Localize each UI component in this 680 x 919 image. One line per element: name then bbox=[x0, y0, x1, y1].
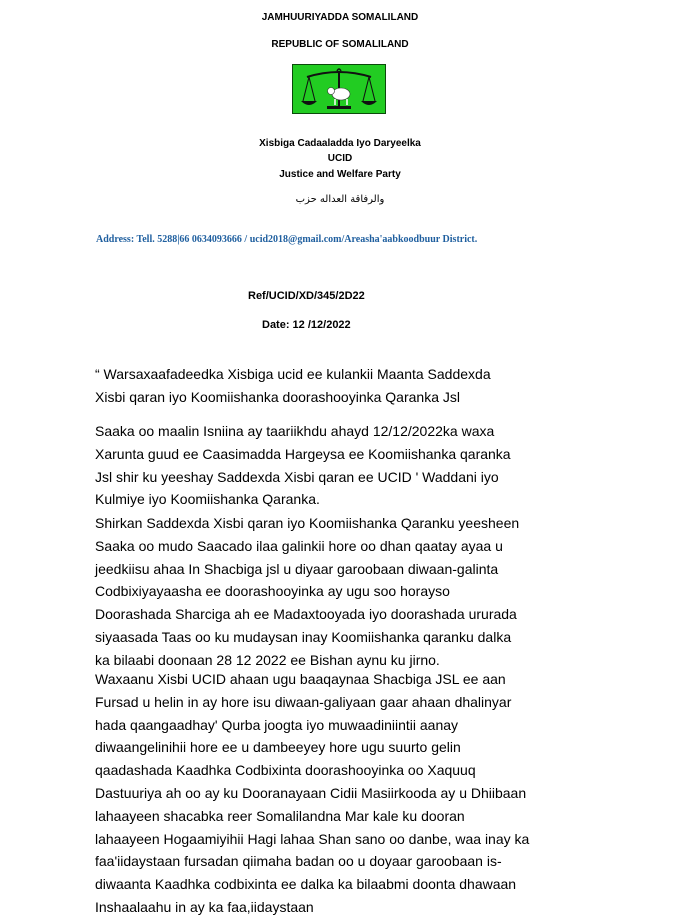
paragraph-1: Saaka oo maalin Isniina ay taariikhdu ahayd 12/12/2022ka waxa Xarunta guud ee Caasimadda Hargeysa ee Koomiishanka qaranka Jsl shir ku yeeshay Saddexda Xisbi qaran ee UCID ' Waddani iyo Kulmiye iyo Koomiishanka Qaranka. bbox=[95, 423, 511, 508]
press-release-title: “ Warsaxaafadeedka Xisbiga ucid ee kulankii Maanta Saddexda Xisbi qaran iyo Koomiishanka doorashooyinka Qaranka Jsl bbox=[95, 366, 491, 405]
paragraph-2: Shirkan Saddexda Xisbi qaran iyo Koomiishanka Qaranku yeesheen Saaka oo mudo Saacado ilaa galinkii hore oo dhan qaatay ayaa u jeedkiisu ahaa In Shacbiga jsl u diyaar garoobaan diwaan-galinta Codbixiyayaasha ee doorashooyinka ay ugu soo horayso Doorashada Sharciga ah ee Madaxtooyada iyo doorashada ururada siyaasada Taas oo ku mudaysan inay Koomiishanka qaranku dalka ka bilaabi doonaan 28 12 2022 ee Bishan aynu ku jirno. bbox=[95, 515, 520, 668]
party-name-english: Justice and Welfare Party bbox=[279, 169, 401, 180]
scales-of-justice-icon bbox=[293, 65, 385, 113]
party-logo bbox=[292, 64, 386, 114]
country-name-somali: JAMHUURIYADDA SOMALILAND bbox=[261, 12, 419, 23]
country-name-english: REPUBLIC OF SOMALILAND bbox=[271, 39, 409, 50]
party-abbreviation: UCID bbox=[327, 153, 353, 164]
party-name-arabic: والرفاقة العداله حزب bbox=[295, 194, 385, 205]
letter-date: Date: 12 /12/2022 bbox=[262, 319, 351, 331]
paragraph-3: Waxaanu Xisbi UCID ahaan ugu baaqaynaa Shacbiga JSL ee aan Fursad u helin in ay hore isu diwaan-galiyaan gaar ahaan dhalinyar hada qaangaadhay' Qurba joogta iyo muwaadiniintii aanay diwaangelinihii hore ee u dambeeyey hore ugu suurto gelin qaadashada Kaadhka Codbixinta doorashooyinka oo Xaquuq Dastuuriya ah oo ay ku Dooranayaan Cidii Masiirkooda ay u Dhiibaan lahaayeen shacabka reer Somalilandna Mar kale ku dooran lahaayeen Hogaamiyihii Hagi lahaa Shan sano oo danbe, waa inay ka faa'iidaystaan fursadan qiimaha badan oo u doyaar garoobaan is- diwaanta Kaadhka codbixinta ee dalka ka bilaabmi doonta dhawaan Inshaalaahu in ay ka faa,iidaystaan bbox=[95, 671, 530, 915]
contact-address: Address: Tell. 5288|66 0634093666 / ucid2018@gmail.com/Areasha'aabkoodbuur District. bbox=[96, 234, 478, 245]
party-name-somali: Xisbiga Cadaaladda Iyo Daryeelka bbox=[259, 138, 421, 149]
reference-number: Ref/UCID/XD/345/2D22 bbox=[248, 290, 365, 302]
